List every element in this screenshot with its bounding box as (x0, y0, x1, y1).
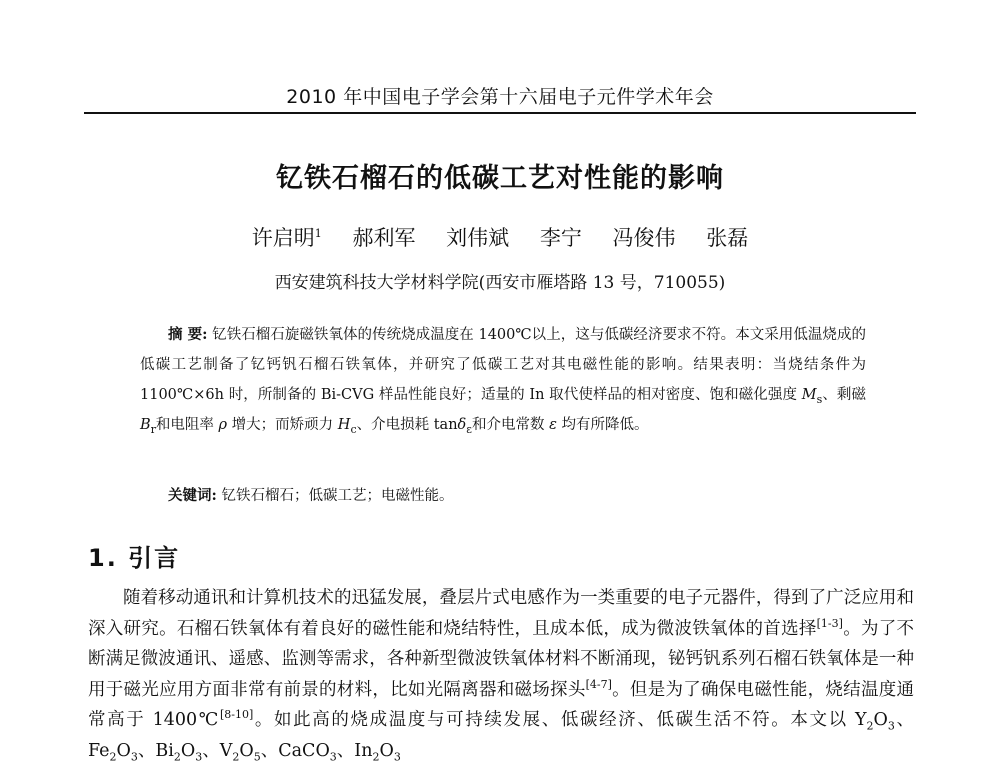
body-text-run: 、Fe (88, 710, 914, 761)
subscript: 2 (109, 750, 117, 763)
abstract-text: 均有所降低。 (556, 417, 649, 433)
abstract-text: 、介电损耗 tan (356, 417, 458, 433)
body-text-run: O (379, 740, 394, 761)
abstract-text: 、剩磁 (822, 387, 866, 403)
affiliation-mark: 1 (314, 227, 322, 240)
subscript: 3 (130, 750, 138, 763)
author (446, 222, 509, 252)
header-rule (84, 112, 916, 114)
author-name: 李宁 (539, 226, 582, 250)
subscript: 2 (173, 750, 181, 763)
symbol-eps: ε (549, 417, 557, 433)
body-text-run: O (239, 740, 254, 761)
symbol-hc-sub: c (350, 422, 357, 436)
body-paragraph (88, 583, 914, 766)
body-text-run: 。但是为了确保电磁性能，烧结温度通常高于 1400℃ (88, 679, 914, 730)
subscript: 5 (253, 750, 261, 763)
body-text-run: O (873, 710, 888, 730)
body-text-run: O (116, 740, 131, 761)
keywords-text: 钇铁石榴石；低碳工艺；电磁性能。 (216, 488, 454, 504)
abstract-text: 增大；而矫顽力 (227, 417, 338, 433)
body-text-run: O (180, 740, 196, 761)
symbol-ms-sub: s (816, 392, 823, 406)
abstract-label: 摘 要: (168, 326, 208, 343)
subscript: 3 (393, 750, 401, 763)
subscript: 3 (195, 750, 203, 763)
author-list (84, 222, 916, 252)
running-header: 2010 年中国电子学会第十六届电子元件学术年会 (286, 86, 714, 108)
subscript: 2 (232, 750, 240, 763)
author-name: 郝利军 (352, 226, 416, 250)
body-text-run: 。如此高的烧成温度与可持续发展、低碳经济、低碳生活不符。本文以 Y (253, 710, 867, 730)
abstract-text: 钇铁石榴石旋磁铁氧体的传统烧成温度在 1400℃以上，这与低碳经济要求不符。本文采用低温烧成的低碳工艺制备了钇钙钒石榴石铁氧体，并研究了低碳工艺对其电磁性能的影响。结果表明：当烧结条件为 1100℃×6h 时，所制备的 Bi-CVG 样品性能良好；适量的 In 取代使样品的相对密度、饱和磁化强度 (140, 327, 866, 403)
body-text-run: 、V (202, 740, 233, 761)
body-text-run: 、In (336, 740, 373, 761)
body-text-run: 、CaCO (260, 740, 330, 761)
abstract (140, 320, 866, 440)
body-text-run: 。为了不断满足微波通讯、遥感、监测等需求，各种新型微波铁氧体材料不断涌现，铋钙钒系列石榴石铁氧体是一种用于磁光应用方面非常有前景的材料，比如光隔离器和磁场探头 (88, 618, 915, 700)
author (706, 222, 748, 252)
symbol-br-sub: r (150, 422, 156, 436)
subscript: 3 (329, 750, 337, 763)
author-name: 许启明 (251, 226, 315, 250)
affiliation: 西安建筑科技大学材料学院(西安市雁塔路 13 号，710055) (274, 273, 726, 293)
author (352, 222, 415, 252)
symbol-br: B (140, 417, 151, 433)
section-heading: 1. 引言 (88, 544, 181, 572)
author-name: 刘伟斌 (446, 226, 510, 250)
author (540, 222, 582, 252)
abstract-paragraph (140, 320, 866, 440)
symbol-delta: δ (457, 417, 467, 433)
abstract-text: 和介电常数 (471, 417, 550, 433)
citation: [4-7] (585, 677, 612, 691)
citation: [8-10] (219, 708, 254, 722)
author (252, 222, 322, 252)
abstract-text: 和电阻率 (155, 417, 219, 433)
author-name: 张磊 (706, 226, 749, 250)
author-name: 冯俊伟 (612, 226, 676, 250)
subscript: 2 (866, 719, 874, 733)
symbol-ms: M (801, 387, 817, 403)
subscript: 3 (887, 719, 895, 733)
symbol-hc: H (337, 417, 351, 433)
author (613, 222, 676, 252)
body-text-run: 、Bi (137, 740, 174, 761)
subscript: 2 (372, 750, 380, 763)
paper-title: 钇铁石榴石的低碳工艺对性能的影响 (276, 163, 724, 194)
symbol-delta-sub: ε (466, 422, 472, 436)
symbol-rho: ρ (218, 417, 228, 433)
keywords-label: 关键词: (168, 487, 217, 504)
body-text (88, 583, 914, 766)
citation: [1-3] (816, 616, 843, 630)
body-text-run: 随着移动通讯和计算机技术的迅猛发展，叠层片式电感作为一类重要的电子元器件，得到了广泛应用和深入研究。石榴石铁氧体有着良好的磁性能和烧结特性，且成本低，成为微波铁氧体的首选择 (88, 588, 914, 639)
keywords (168, 484, 453, 505)
